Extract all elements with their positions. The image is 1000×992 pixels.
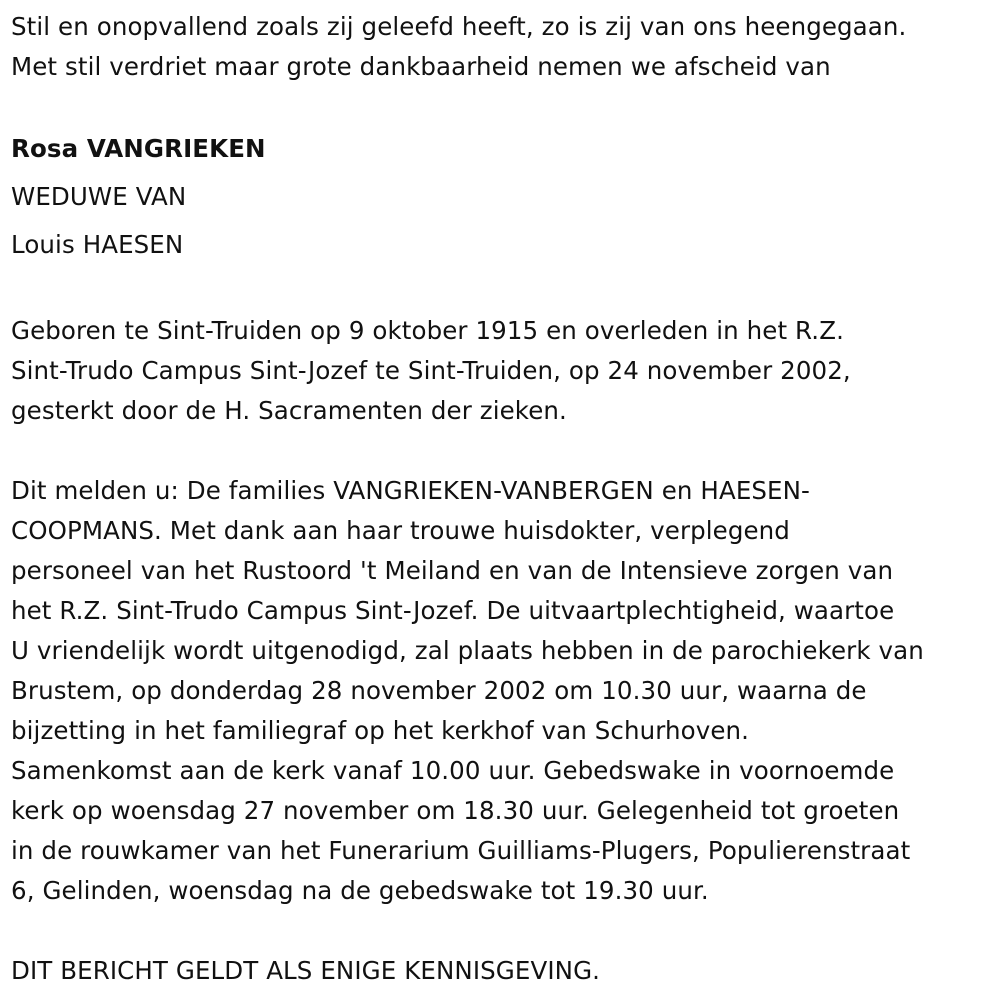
paragraph-line: in de rouwkamer van het Funerarium Guilliams-Plugers, Populierenstraat <box>11 836 911 865</box>
paragraph-line: personeel van het Rustoord 't Meiland en van de Intensieve zorgen van <box>11 556 894 585</box>
death-notice <box>11 0 996 991</box>
birth-death-paragraph <box>11 311 996 431</box>
relation-label: WEDUWE VAN <box>11 182 187 211</box>
paragraph-line: COOPMANS. Met dank aan haar trouwe huisdokter, verplegend <box>11 516 790 545</box>
deceased-name: Rosa VANGRIEKEN <box>11 134 266 163</box>
paragraph-line: het R.Z. Sint-Trudo Campus Sint-Jozef. De uitvaartplechtigheid, waartoe <box>11 596 895 625</box>
paragraph-line: Dit melden u: De families VANGRIEKEN-VANBERGEN en HAESEN- <box>11 476 810 505</box>
intro-text <box>11 0 996 87</box>
spouse-name: Louis HAESEN <box>11 230 184 259</box>
paragraph-line: bijzetting in het familiegraf op het kerkhof van Schurhoven. <box>11 716 750 745</box>
paragraph-line: Brustem, op donderdag 28 november 2002 om 10.30 uur, waarna de <box>11 676 867 705</box>
paragraph-line: U vriendelijk wordt uitgenodigd, zal plaats hebben in de parochiekerk van <box>11 636 924 665</box>
closing-statement: DIT BERICHT GELDT ALS ENIGE KENNISGEVING. <box>11 956 601 985</box>
intro-line: Met stil verdriet maar grote dankbaarheid nemen we afscheid van <box>11 52 831 81</box>
paragraph-line: Geboren te Sint-Truiden op 9 oktober 1915 en overleden in het R.Z. <box>11 316 844 345</box>
paragraph-line: kerk op woensdag 27 november om 18.30 uur. Gelegenheid tot groeten <box>11 796 900 825</box>
intro-line: Stil en onopvallend zoals zij geleefd heeft, zo is zij van ons heengegaan. <box>11 12 907 41</box>
paragraph-line: gesterkt door de H. Sacramenten der zieken. <box>11 396 567 425</box>
announcement-paragraph <box>11 471 996 911</box>
paragraph-line: 6, Gelinden, woensdag na de gebedswake tot 19.30 uur. <box>11 876 709 905</box>
paragraph-line: Samenkomst aan de kerk vanaf 10.00 uur. Gebedswake in voornoemde <box>11 756 895 785</box>
paragraph-line: Sint-Trudo Campus Sint-Jozef te Sint-Truiden, op 24 november 2002, <box>11 356 851 385</box>
